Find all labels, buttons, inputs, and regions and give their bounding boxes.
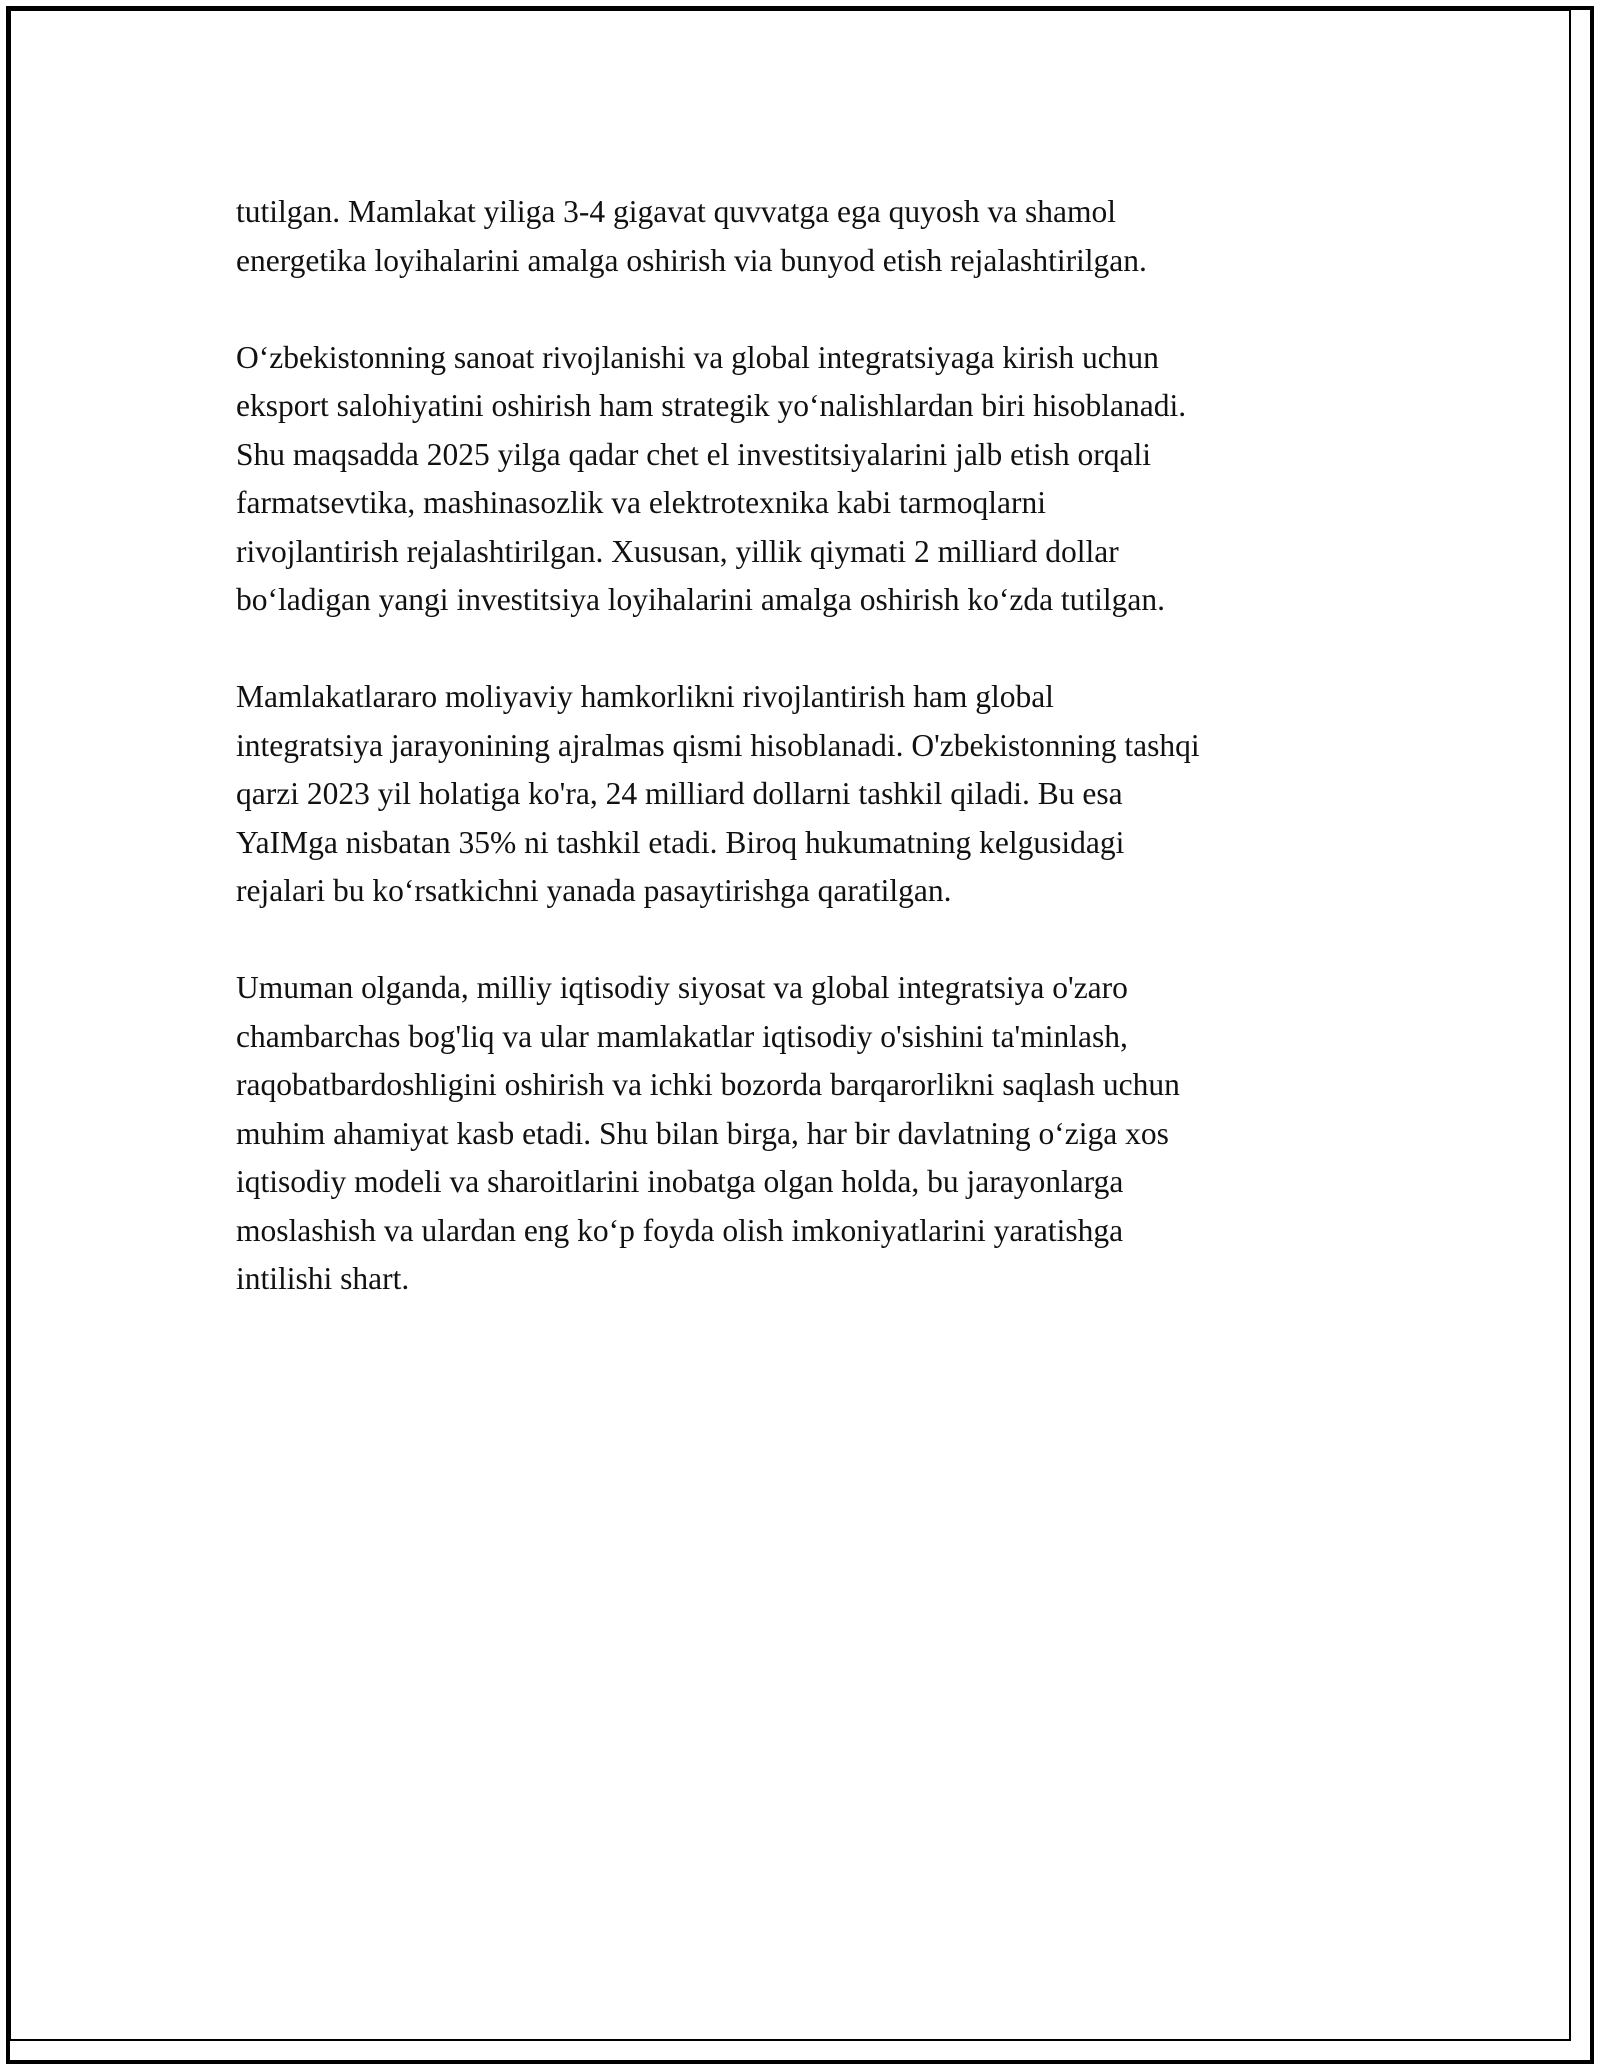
- paragraph-renewable-energy: tutilgan. Mamlakat yiliga 3-4 gigavat quvvatga ega quyosh va shamol energetika loyihalarini amalga oshirish via bunyod etish rejalashtirilgan.: [236, 194, 1147, 278]
- paragraph-conclusion: Umuman olganda, milliy iqtisodiy siyosat va global integratsiya o'zaro chambarchas bog'liq va ular mamlakatlar iqtisodiy o'sishini ta'minlash, raqobatbardoshligini oshirish va ichki bozorda barqarorlikni saqlash uchun muhim ahamiyat kasb etadi. Shu bilan birga, har bir davlatning o‘ziga xos iqtisodiy modeli va sharoitlarini inobatga olgan holda, bu jarayonlarga moslashish va ulardan eng ko‘p foyda olish imkoniyatlarini yaratishga intilishi shart.: [236, 970, 1180, 1296]
- paragraph-export-potential: O‘zbekistonning sanoat rivojlanishi va global integratsiyaga kirish uchun eksport salohiyatini oshirish ham strategik yo‘nalishlardan biri hisoblanadi. Shu maqsadda 2025 yilga qadar chet el investitsiyalarini jalb etish orqali farmatsevtika, mashinasozlik va elektrotexnika kabi tarmoqlarni rivojlantirish rejalashtirilgan. Xususan, yillik qiymati 2 milliard dollar bo‘ladigan yangi investitsiya loyihalarini amalga oshirish ko‘zda tutilgan.: [236, 339, 1187, 617]
- document-body: [236, 188, 1366, 1352]
- paragraph-financial-cooperation: Mamlakatlararo moliyaviy hamkorlikni rivojlantirish ham global integratsiya jarayonining ajralmas qismi hisoblanadi. O'zbekistonning tashqi qarzi 2023 yil holatiga ko'ra, 24 milliard dollarni tashkil qiladi. Bu esa YaIMga nisbatan 35% ni tashkil etadi. Biroq hukumatning kelgusidagi rejalari bu ko‘rsatkichni yanada pasaytirishga qaratilgan.: [236, 679, 1200, 908]
